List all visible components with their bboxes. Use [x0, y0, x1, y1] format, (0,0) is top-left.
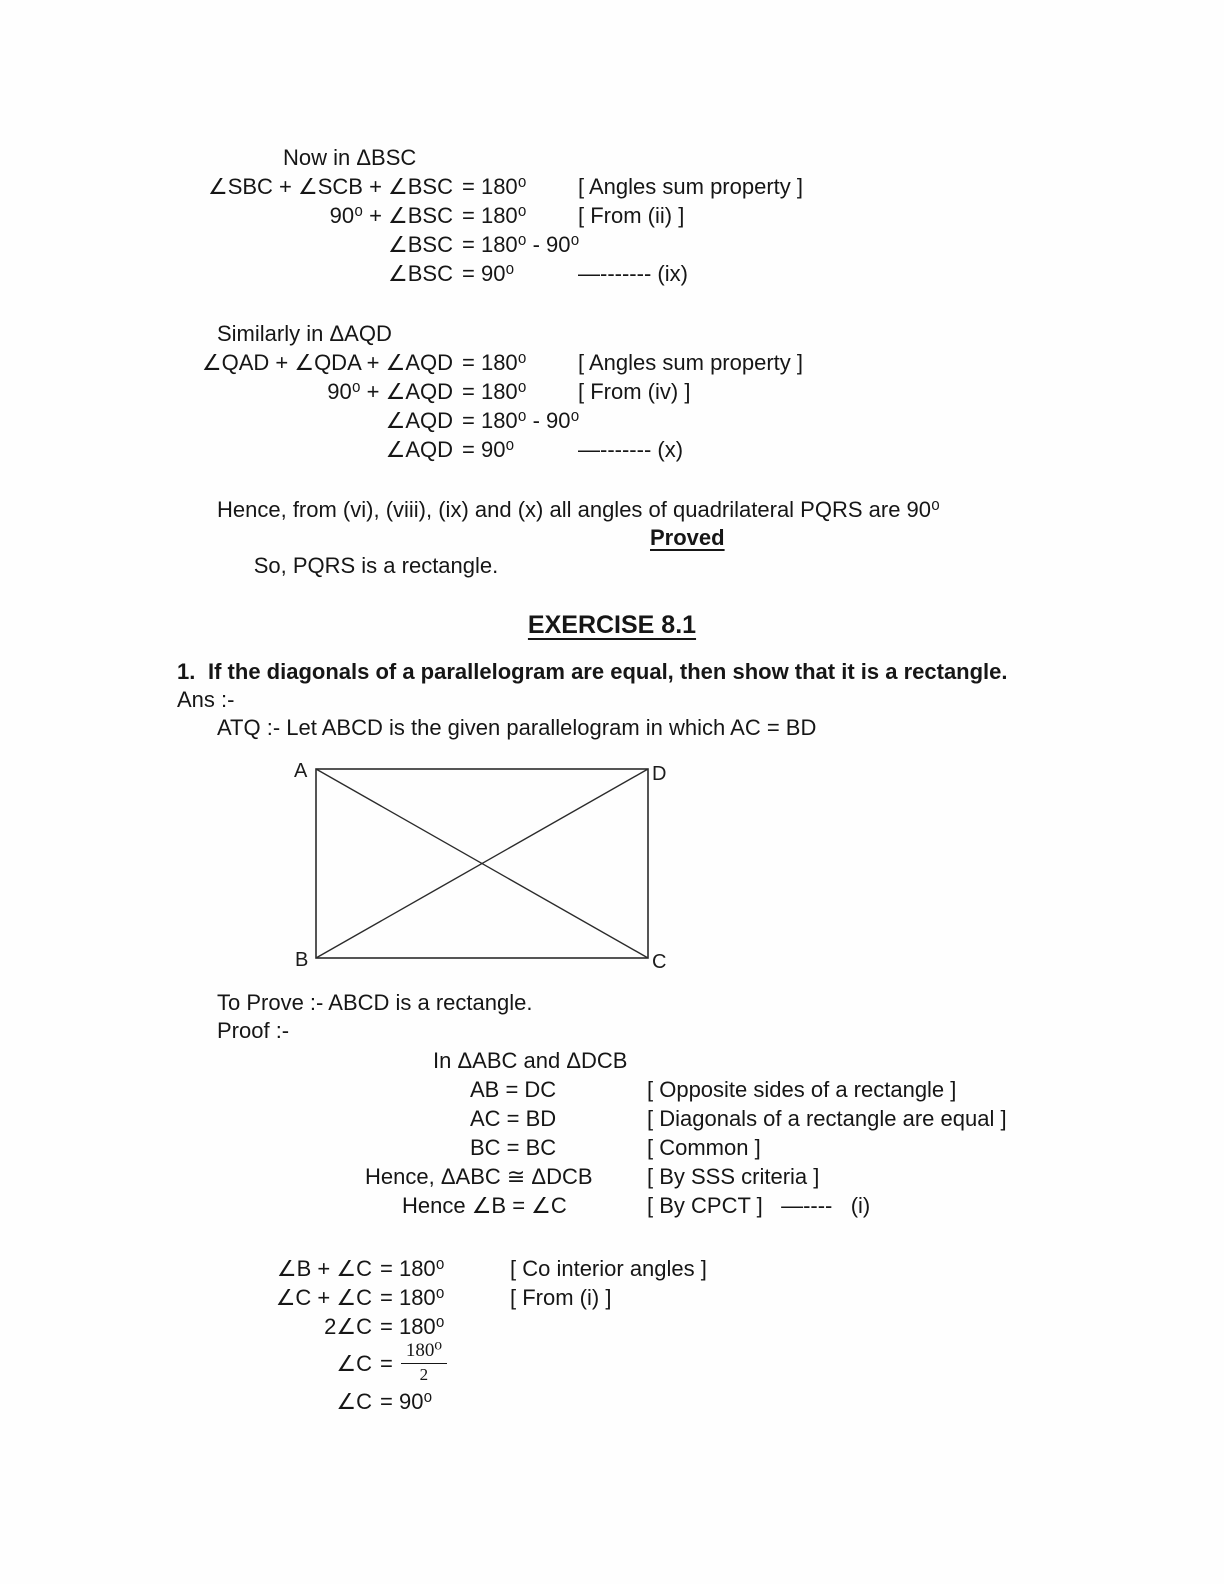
equation-lhs: ∠AQD	[385, 437, 453, 462]
proof-row	[197, 1075, 1097, 1104]
proof-note: [ By SSS criteria ]	[647, 1164, 820, 1189]
angle-computation-block	[270, 1254, 970, 1416]
conclusion-line	[217, 524, 1117, 578]
angle-equation-row	[270, 1312, 970, 1341]
exercise-heading	[0, 610, 1224, 640]
proved-label: Proved	[650, 525, 725, 550]
equation-rhs: = 180⁰	[462, 379, 527, 404]
equation-rhs: = 180⁰	[462, 350, 527, 375]
equation-note: [ From (iv) ]	[578, 379, 691, 404]
proof-note: [ Common ]	[647, 1135, 761, 1160]
proof-note: [ Diagonals of a rectangle are equal ]	[647, 1106, 1007, 1131]
equation-rhs: = 180⁰ - 90⁰	[462, 408, 580, 433]
conclusion-block	[217, 496, 1117, 578]
aqd-equation-row	[197, 377, 1057, 406]
equation-lhs: 90⁰ + ∠AQD	[327, 379, 453, 404]
equation-rhs: = 180⁰	[380, 1314, 445, 1339]
congruence-proof-block	[197, 1046, 1097, 1220]
vertex-label-b: B	[295, 949, 309, 971]
equation-lhs: ∠B + ∠C	[276, 1256, 372, 1281]
equation-lhs: ∠QAD + ∠QDA + ∠AQD	[201, 350, 453, 375]
vertex-label-d: D	[652, 763, 667, 785]
proof-row	[197, 1104, 1097, 1133]
proof-row	[197, 1162, 1097, 1191]
question-text: If the diagonals of a parallelogram are equal, then show that it is a rectangle.	[208, 659, 1008, 684]
vertex-label-a: A	[294, 760, 308, 782]
question-block	[177, 658, 1157, 742]
equation-lhs: ∠BSC	[388, 261, 453, 286]
exercise-heading-text: EXERCISE 8.1	[527, 611, 697, 639]
vertex-label-c: C	[652, 951, 667, 971]
bsc-equation-row	[197, 172, 1057, 201]
proof-row	[197, 1191, 1097, 1220]
fraction	[401, 1341, 447, 1384]
equation-note: [ From (i) ]	[510, 1285, 612, 1310]
equation-rhs: = 180⁰ - 90⁰	[462, 232, 580, 257]
bsc-equation-row	[197, 230, 1057, 259]
aqd-equation-row	[197, 348, 1057, 377]
equation-rhs: = 180⁰	[380, 1285, 445, 1310]
aqd-intro: Similarly in ΔAQD	[217, 321, 392, 346]
proof-statement: AB = DC	[470, 1077, 557, 1102]
parallelogram-figure	[288, 753, 670, 971]
equation-lhs: ∠BSC	[388, 232, 453, 257]
equation-reference: —------- (x)	[578, 437, 684, 462]
equation-note: [ Angles sum property ]	[578, 350, 803, 375]
equation-lhs: ∠C + ∠C	[275, 1285, 372, 1310]
equation-lhs: ∠C	[336, 1389, 372, 1414]
conclusion-line: Hence, from (vi), (viii), (ix) and (x) all angles of quadrilateral PQRS are 90⁰	[217, 497, 940, 522]
equation-lhs: 90⁰ + ∠BSC	[329, 203, 453, 228]
proof-note: [ Opposite sides of a rectangle ]	[647, 1077, 957, 1102]
proof-row	[197, 1133, 1097, 1162]
equation-note: [ Angles sum property ]	[578, 174, 803, 199]
proof-row	[197, 1046, 1097, 1075]
bsc-proof-block	[197, 143, 1057, 288]
proof-statement: Hence, ΔABC ≅ ΔDCB	[365, 1164, 593, 1189]
equals-sign: =	[380, 1351, 393, 1376]
bsc-intro: Now in ΔBSC	[283, 145, 417, 170]
proof-label: Proof :-	[217, 1018, 290, 1043]
to-prove-line: To Prove :- ABCD is a rectangle.	[217, 990, 533, 1015]
proof-note: [ By CPCT ] —---- (i)	[647, 1193, 871, 1218]
fraction-numerator: 180⁰	[401, 1341, 447, 1364]
equation-lhs: ∠C	[336, 1351, 372, 1376]
equation-rhs: = 90⁰	[380, 1389, 433, 1414]
equation-lhs: ∠AQD	[385, 408, 453, 433]
equation-rhs: = 90⁰	[462, 437, 515, 462]
proof-statement: Hence ∠B = ∠C	[402, 1193, 567, 1218]
equation-rhs: = 90⁰	[462, 261, 515, 286]
aqd-equation-row	[197, 406, 1057, 435]
equation-rhs: = 180⁰	[462, 203, 527, 228]
bsc-equation-row	[197, 259, 1057, 288]
equation-rhs: = 180⁰	[462, 174, 527, 199]
proof-statement: In ΔABC and ΔDCB	[433, 1048, 628, 1073]
angle-equation-row	[270, 1254, 970, 1283]
proof-statement: AC = BD	[470, 1106, 557, 1131]
angle-equation-row	[270, 1387, 970, 1416]
fraction-denominator: 2	[419, 1364, 429, 1384]
equation-note: [ From (ii) ]	[578, 203, 685, 228]
answer-label: Ans :-	[177, 687, 235, 712]
equation-lhs: 2∠C	[324, 1314, 372, 1339]
question-number: 1.	[177, 659, 196, 684]
aqd-proof-block	[197, 319, 1057, 464]
angle-fraction-row	[270, 1341, 970, 1387]
equation-note: [ Co interior angles ]	[510, 1256, 707, 1281]
equation-lhs: ∠SBC + ∠SCB + ∠BSC	[207, 174, 453, 199]
conclusion-text: So, PQRS is a rectangle.	[253, 553, 499, 578]
atq-line: ATQ :- Let ABCD is the given parallelogram in which AC = BD	[217, 715, 817, 740]
question-line	[177, 658, 1157, 686]
to-prove-block	[217, 989, 917, 1045]
equation-reference: —------- (ix)	[578, 261, 688, 286]
equation-rhs: = 180⁰	[380, 1256, 445, 1281]
bsc-equation-row	[197, 201, 1057, 230]
angle-equation-row	[270, 1283, 970, 1312]
proof-statement: BC = BC	[470, 1135, 557, 1160]
aqd-equation-row	[197, 435, 1057, 464]
